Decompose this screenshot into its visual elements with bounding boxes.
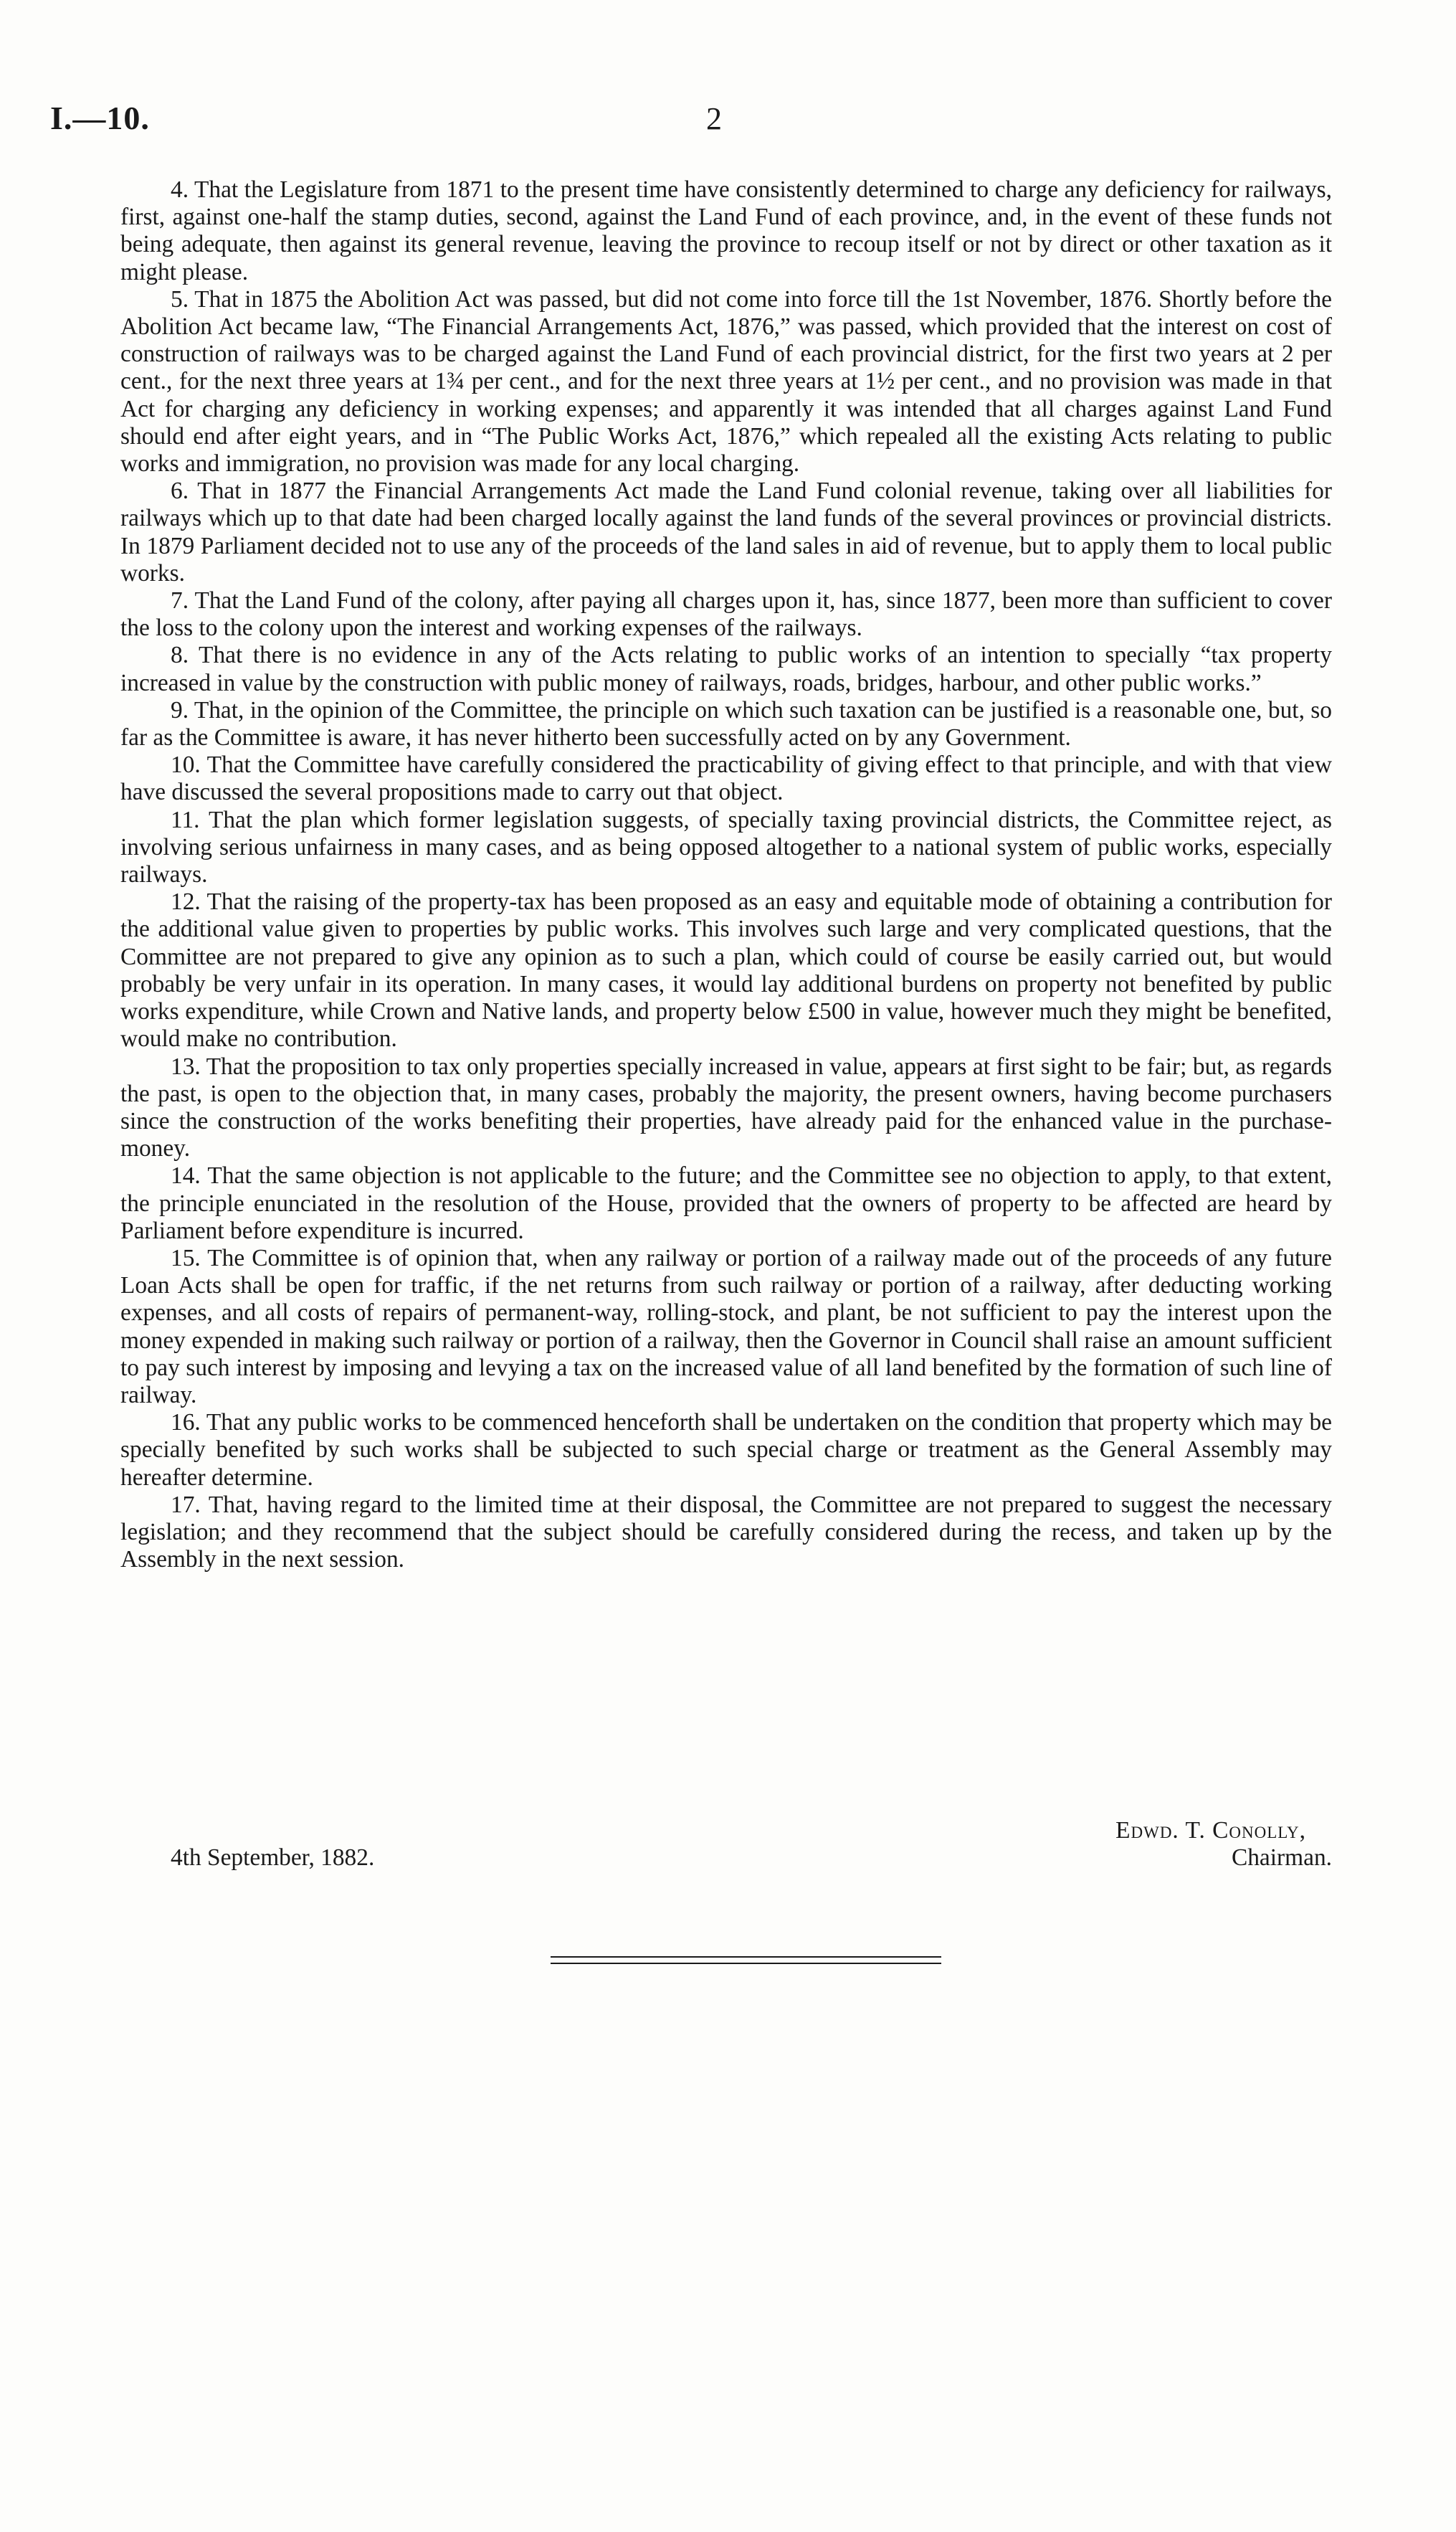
report-body [120,176,1332,1573]
end-double-rule [551,1956,941,1964]
signatory-title: Chairman. [1231,1844,1332,1871]
signature-block [120,1817,1332,1903]
paragraph-5: 5. That in 1875 the Abolition Act was passed, but did not come into force till the 1st November, 1876. Shortly before the Abolition Act became law, “The Financial Arrangements Act, 1876,” was passed, which provided that the interest on cost of construction of railways was to be charged against the Land Fund of each provincial district, for the first two years at 2 per cent., for the next three years at 1¾ per cent., and for the next three years at 1½ per cent., and no provision was made in that Act for charging any deficiency in working expenses; and apparently it was intended that all charges against Land Fund should end after eight years, and in “The Public Works Act, 1876,” which repealed all the existing Acts relating to public works and immigration, no provision was made for any local charging. [120,285,1332,478]
paragraph-6: 6. That in 1877 the Financial Arrangements Act made the Land Fund colonial revenue, taking over all liabilities for railways which up to that date had been charged locally against the land funds of the several provinces or provincial districts. In 1879 Parliament decided not to use any of the proceeds of the land sales in aid of revenue, but to apply them to local public works. [120,478,1332,587]
report-date: 4th September, 1882. [171,1844,375,1871]
document-reference: I.—10. [50,100,150,136]
paragraph-14: 14. That the same objection is not applicable to the future; and the Committee see no objection to apply, to that extent, the principle enunciated in the resolution of the House, provided that the owners of property to be affected are heard by Parliament before expenditure is incurred. [120,1162,1332,1244]
signatory-name: Edwd. T. Conolly, [1115,1817,1306,1844]
paragraph-16: 16. That any public works to be commenced henceforth shall be undertaken on the condition that property which may be specially benefited by such works shall be subjected to such special charge or treatment as the General Assembly may hereafter determine. [120,1409,1332,1491]
paragraph-4: 4. That the Legislature from 1871 to the present time have consistently determined to charge any deficiency for railways, first, against one-half the stamp duties, second, against the Land Fund of each province, and, in the event of these funds not being adequate, then against its general revenue, leaving the province to recoup itself or not by direct or other taxation as it might please. [120,176,1332,285]
paragraph-8: 8. That there is no evidence in any of the Acts relating to public works of an intention to specially “tax property increased in value by the construction with public money of railways, roads, bridges, harbour, and other public works.” [120,642,1332,696]
paragraph-7: 7. That the Land Fund of the colony, after paying all charges upon it, has, since 1877, been more than sufficient to cover the loss to the colony upon the interest and working expenses of the railways. [120,587,1332,642]
paragraph-10: 10. That the Committee have carefully considered the practicability of giving effect to that principle, and with that view have discussed the several propositions made to carry out that object. [120,751,1332,806]
page-number: 2 [706,101,722,136]
paragraph-11: 11. That the plan which former legislation suggests, of specially taxing provincial districts, the Committee reject, as involving serious unfairness in many cases, and as being opposed altogether to a national system of public works, especially railways. [120,806,1332,888]
paragraph-15: 15. The Committee is of opinion that, when any railway or portion of a railway made out of the proceeds of any future Loan Acts shall be open for traffic, if the net returns from such railway or portion of a railway, after deducting working expenses, and all costs of repairs of permanent-way, rolling-stock, and plant, be not sufficient to pay the interest upon the money expended in making such railway or portion of a railway, then the Governor in Council shall raise an amount sufficient to pay such interest by imposing and levying a tax on the increased value of all land benefited by the formation of such line of railway. [120,1244,1332,1408]
paragraph-12: 12. That the raising of the property-tax has been proposed as an easy and equitable mode of obtaining a contribution for the additional value given to properties by public works. This involves such large and very complicated questions, that the Committee are not prepared to give any opinion as to such a plan, which could of course be easily carried out, but would probably be very unfair in its operation. In many cases, it would lay additional burdens on property not benefited by public works expenditure, while Crown and Native lands, and property below £500 in value, however much they might be benefited, would make no contribution. [120,888,1332,1053]
paragraph-13: 13. That the proposition to tax only properties specially increased in value, appears at first sight to be fair; but, as regards the past, is open to the objection that, in many cases, probably the majority, the present owners, having become purchasers since the construction of the works benefiting their properties, have already paid for the enhanced value in the purchase-money. [120,1053,1332,1162]
paragraph-9: 9. That, in the opinion of the Committee, the principle on which such taxation can be justified is a reasonable one, but, so far as the Committee is aware, it has never hitherto been successfully acted on by any Government. [120,696,1332,751]
paragraph-17: 17. That, having regard to the limited time at their disposal, the Committee are not prepared to suggest the necessary legislation; and they recommend that the subject should be carefully considered during the recess, and taken up by the Assembly in the next session. [120,1491,1332,1573]
